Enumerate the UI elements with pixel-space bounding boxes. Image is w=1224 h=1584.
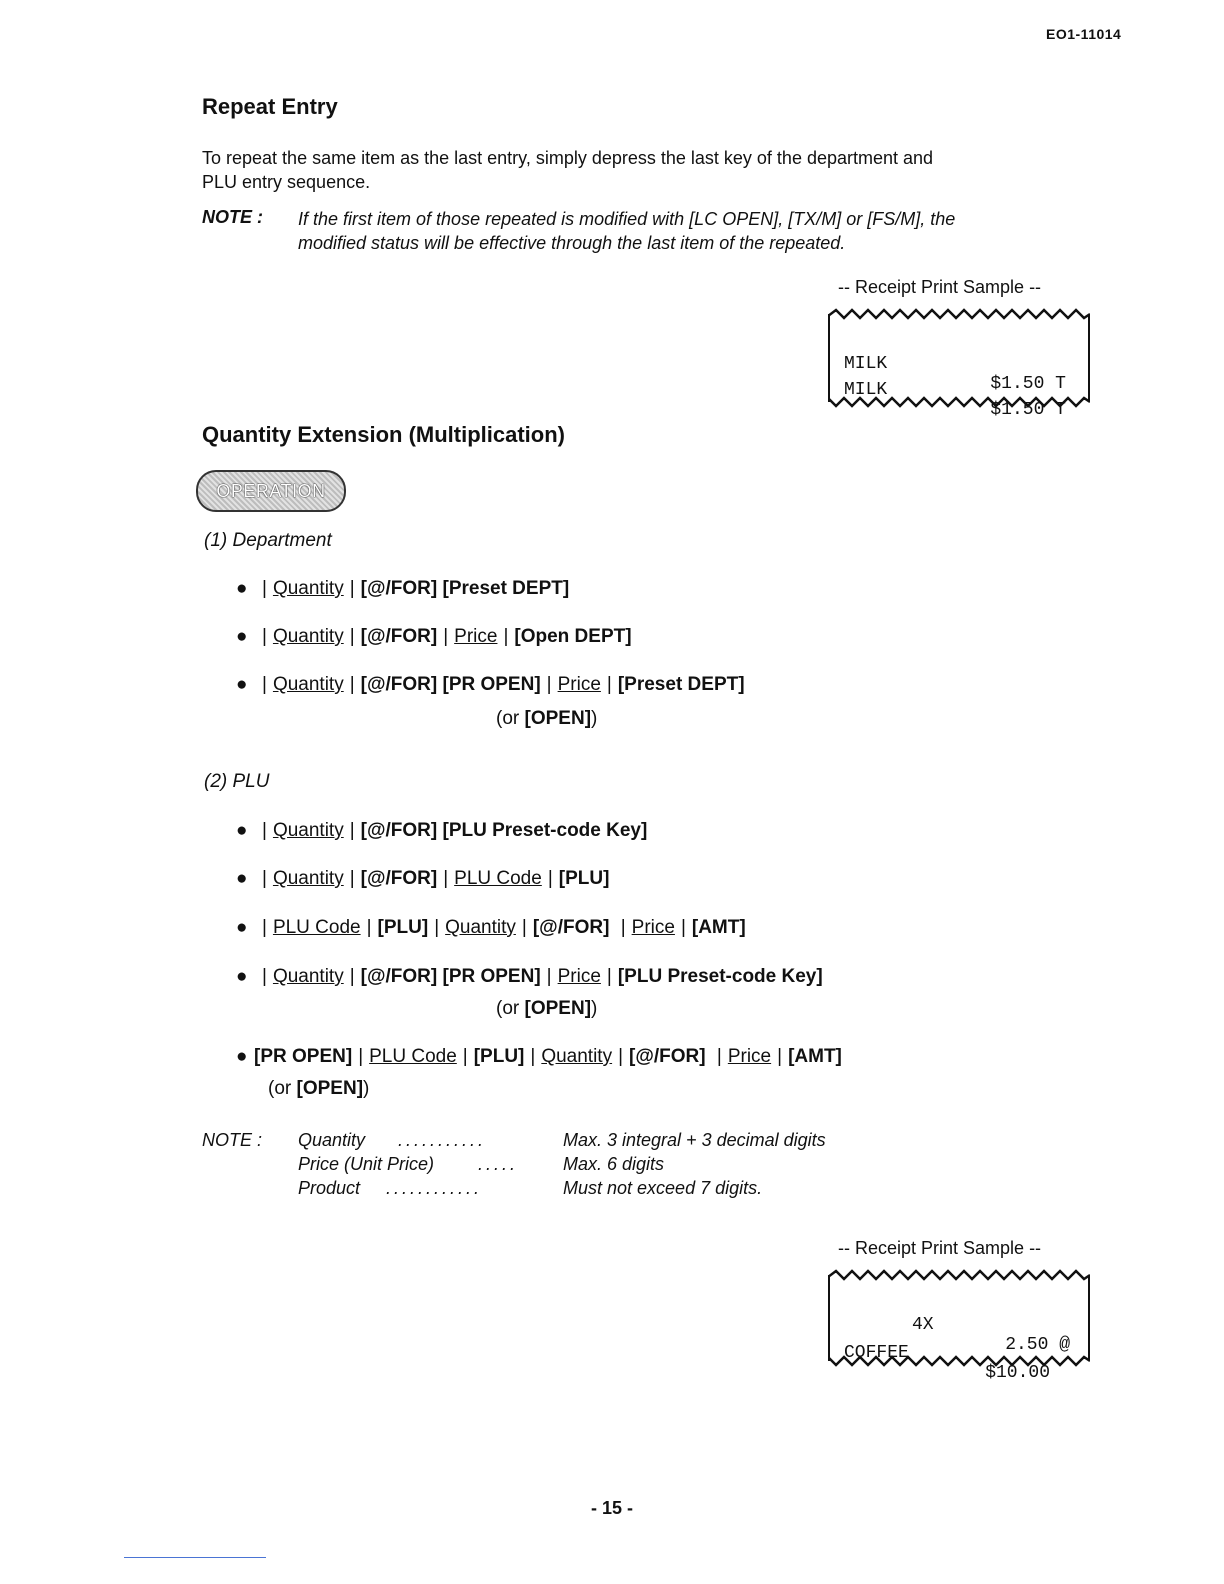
alternative-key xyxy=(496,998,597,1020)
receipt-sample xyxy=(828,1275,1090,1383)
quantity-entry: Quantity xyxy=(272,820,344,841)
key-sequence: ● | Quantity | [@/FOR] [PLU Preset-code Key] xyxy=(236,820,648,841)
subsection-department: (1) Department xyxy=(204,530,332,551)
receipt-item-amount: $10.00 xyxy=(985,1363,1050,1383)
key-sequence: ● | Quantity | [@/FOR] [PR OPEN] | Price | [PLU Preset-code Key] xyxy=(236,966,823,987)
price-entry: Price xyxy=(557,966,601,987)
bullet: ● xyxy=(236,1046,248,1067)
key-sequence: ● [PR OPEN] | PLU Code | [PLU] | Quantity | [@/FOR] | Price | [AMT] xyxy=(236,1046,842,1067)
page-number: - 15 - xyxy=(590,1498,633,1518)
bullet: ● xyxy=(236,868,248,889)
section-title-repeat-entry: Repeat Entry xyxy=(202,94,338,119)
receipt-sample xyxy=(828,314,1090,420)
receipt-torn-edge-top xyxy=(828,1269,1090,1283)
key-sequence: ● | Quantity | [@/FOR] | PLU Code | [PLU] xyxy=(236,868,610,889)
limit-description: Max. 3 integral + 3 decimal digits xyxy=(563,1130,826,1150)
key-label: [Preset DEPT] xyxy=(617,674,745,695)
receipt-torn-edge-top xyxy=(828,308,1090,322)
price-entry: Price xyxy=(631,917,675,938)
key-label: [@/FOR] [PLU Preset-code Key] xyxy=(360,820,648,841)
repeat-entry-description xyxy=(202,146,933,194)
limit-item: Product xyxy=(298,1178,361,1198)
price-entry: Price xyxy=(454,626,498,647)
key-sequence: ● | Quantity | [@/FOR] | Price | [Open DEPT] xyxy=(236,626,632,647)
bullet: ● xyxy=(236,820,248,841)
receipt-unit-price: 2.50 @ xyxy=(1005,1335,1070,1355)
limit-item: Price (Unit Price) xyxy=(298,1154,435,1174)
key-label: [@/FOR] [PR OPEN] xyxy=(360,966,541,987)
bullet: ● xyxy=(236,578,248,599)
leader-dots: ........... xyxy=(398,1130,487,1150)
or-suffix: ) xyxy=(591,708,598,729)
quantity-entry: Quantity xyxy=(272,966,344,987)
key-label: [AMT] xyxy=(691,917,746,938)
bullet: ● xyxy=(236,674,248,695)
bullet: ● xyxy=(236,626,248,647)
leader-dots: ..... xyxy=(478,1154,519,1174)
key-sequence: ● | Quantity | [@/FOR] [PR OPEN] | Price | [Preset DEPT] xyxy=(236,674,745,695)
receipt-torn-edge-bottom xyxy=(828,394,1090,408)
note-line: modified status will be effective through the last item of the repeated. xyxy=(298,233,846,253)
operation-badge: OPERATION xyxy=(196,470,346,512)
receipt-caption: -- Receipt Print Sample -- xyxy=(838,1238,1042,1258)
key-label: [@/FOR] xyxy=(360,626,438,647)
footer-rule xyxy=(124,1557,266,1558)
price-entry: Price xyxy=(557,674,601,695)
receipt-item-amount: $1.50 T xyxy=(990,374,1066,394)
receipt-item-name: MILK xyxy=(844,380,888,400)
plu-code-entry: PLU Code xyxy=(454,868,542,889)
or-prefix: (or xyxy=(268,1078,292,1099)
note-text xyxy=(298,207,955,255)
plu-code-entry: PLU Code xyxy=(369,1046,457,1067)
subsection-plu: (2) PLU xyxy=(204,771,270,792)
note-label: NOTE : xyxy=(202,207,263,227)
key-label: [AMT] xyxy=(788,1046,842,1067)
alternative-key xyxy=(496,708,597,730)
key-label: [PLU] xyxy=(473,1046,525,1067)
quantity-entry: Quantity xyxy=(445,917,516,938)
quantity-entry: Quantity xyxy=(272,626,344,647)
key-label: [@/FOR] xyxy=(532,917,610,938)
receipt-quantity: 4X xyxy=(912,1315,934,1335)
key-label: [OPEN] xyxy=(296,1078,364,1099)
quantity-entry: Quantity xyxy=(272,578,344,599)
key-label: [@/FOR] xyxy=(629,1046,706,1067)
key-label: [Open DEPT] xyxy=(514,626,632,647)
bullet: ● xyxy=(236,917,248,938)
document-id: EO1-11014 xyxy=(1046,26,1122,42)
plu-code-entry: PLU Code xyxy=(272,917,361,938)
limit-item: Quantity xyxy=(298,1130,366,1150)
quantity-entry: Quantity xyxy=(272,674,344,695)
receipt-caption: -- Receipt Print Sample -- xyxy=(838,277,1042,297)
section-title-quantity-extension: Quantity Extension (Multiplication) xyxy=(202,422,565,447)
or-suffix: ) xyxy=(363,1078,370,1099)
key-label: [PLU Preset-code Key] xyxy=(617,966,823,987)
key-sequence: ● | Quantity | [@/FOR] [Preset DEPT] xyxy=(236,578,570,599)
key-label: [PLU] xyxy=(558,868,610,889)
note-line: If the first item of those repeated is modified with [LC OPEN], [TX/M] or [FS/M], the xyxy=(298,209,956,229)
limit-description: Max. 6 digits xyxy=(563,1154,665,1174)
description-line: PLU entry sequence. xyxy=(202,172,371,192)
leader-dots: ............ xyxy=(386,1178,483,1198)
bullet: ● xyxy=(236,966,248,987)
description-line: To repeat the same item as the last entry, simply depress the last key of the department and xyxy=(202,148,934,168)
key-label: [@/FOR] [PR OPEN] xyxy=(360,674,541,695)
key-label: [PLU] xyxy=(377,917,429,938)
key-label: [OPEN] xyxy=(524,998,592,1019)
key-label: [OPEN] xyxy=(524,708,592,729)
alternative-key xyxy=(268,1078,369,1100)
limits-table xyxy=(0,1130,1224,1210)
quantity-entry: Quantity xyxy=(272,868,344,889)
note-label: NOTE : xyxy=(202,1130,263,1150)
quantity-entry: Quantity xyxy=(541,1046,613,1067)
receipt-item-name: COFFEE xyxy=(844,1343,909,1363)
key-sequence: ● | PLU Code | [PLU] | Quantity | [@/FOR] | Price | [AMT] xyxy=(236,917,746,938)
key-label: [PR OPEN] xyxy=(254,1046,353,1067)
receipt-item-amount: $1.50 T xyxy=(990,400,1066,420)
key-label: [@/FOR] [Preset DEPT] xyxy=(360,578,570,599)
key-label: [@/FOR] xyxy=(360,868,438,889)
receipt-item-name: MILK xyxy=(844,354,888,374)
or-prefix: (or xyxy=(496,998,520,1019)
or-prefix: (or xyxy=(496,708,520,729)
or-suffix: ) xyxy=(591,998,598,1019)
limit-description: Must not exceed 7 digits. xyxy=(563,1178,763,1198)
price-entry: Price xyxy=(727,1046,772,1067)
receipt-torn-edge-bottom xyxy=(828,1353,1090,1367)
